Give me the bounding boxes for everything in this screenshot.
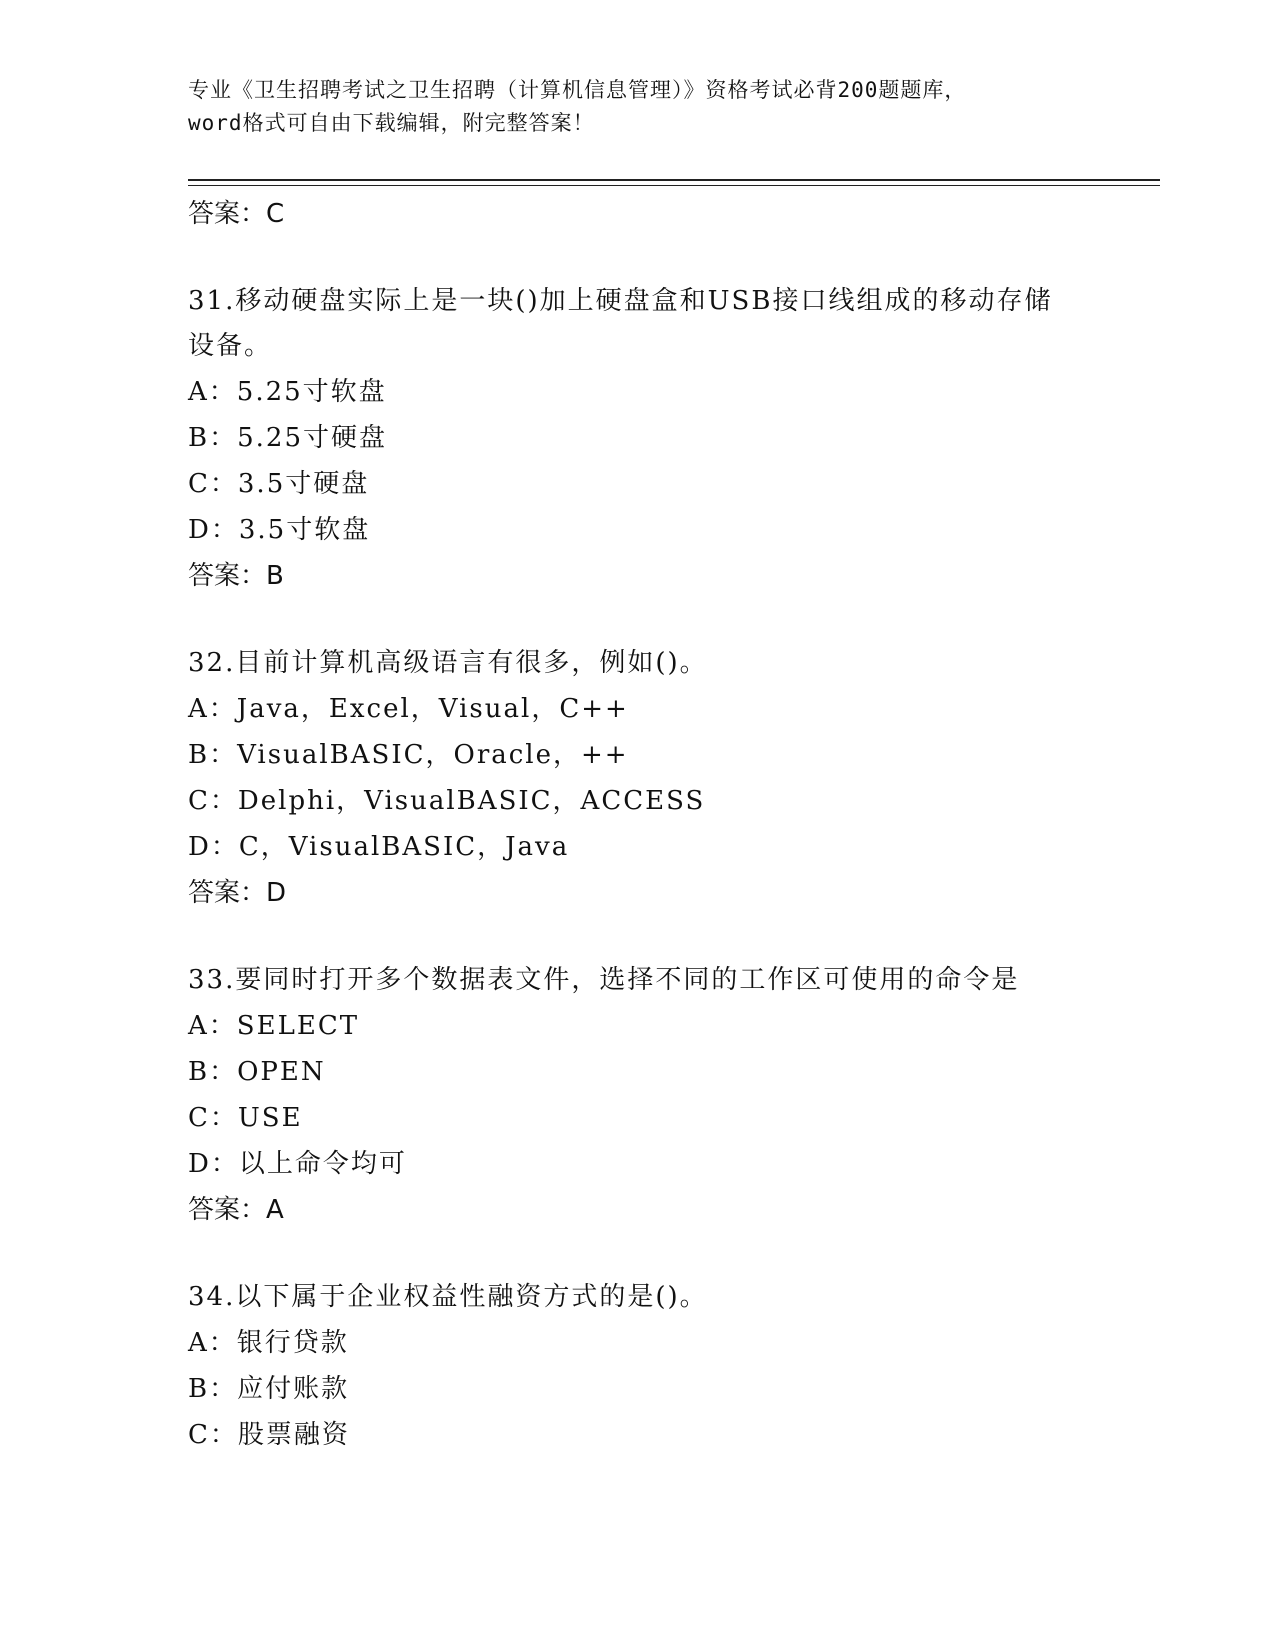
- option-b: B：应付账款: [188, 1374, 350, 1404]
- option-c: C：USE: [188, 1103, 303, 1133]
- question-stem-line-1: 33.要同时打开多个数据表文件，选择不同的工作区可使用的命令是: [188, 965, 1020, 995]
- question-32: [188, 641, 1088, 916]
- spacer: [188, 916, 1088, 958]
- option-b: B：OPEN: [188, 1057, 326, 1087]
- header-divider-thin: [188, 185, 1160, 186]
- header-divider-thick: [188, 179, 1160, 181]
- question-stem-line-1: 34.以下属于企业权益性融资方式的是()。: [188, 1282, 708, 1312]
- question-stem: [188, 279, 1088, 369]
- spacer: [188, 1233, 1088, 1275]
- answer-32: 答案：D: [188, 878, 287, 908]
- question-stem-line-1: 31.移动硬盘实际上是一块()加上硬盘盒和USB接口线组成的移动存储: [188, 286, 1053, 316]
- question-stem: [188, 1275, 1088, 1320]
- option-a: A：SELECT: [188, 1011, 360, 1041]
- spacer: [188, 237, 1088, 279]
- option-a: A：Java，Excel，Visual，C++: [188, 694, 629, 724]
- question-31: [188, 279, 1088, 599]
- option-c: C：股票融资: [188, 1420, 350, 1450]
- question-stem: [188, 641, 1088, 686]
- question-33: [188, 958, 1088, 1233]
- option-d: D：3.5寸软盘: [188, 515, 371, 545]
- header-title-line-1: 专业《卫生招聘考试之卫生招聘（计算机信息管理）》资格考试必背200题题库，: [188, 78, 967, 102]
- option-b: B：VisualBASIC，Oracle，++: [188, 740, 629, 770]
- question-stem-line-2: 设备。: [188, 331, 273, 361]
- question-34: [188, 1275, 1088, 1458]
- answer-previous: 答案：C: [188, 199, 285, 229]
- option-b: B：5.25寸硬盘: [188, 423, 387, 453]
- option-d: D：以上命令均可: [188, 1149, 407, 1179]
- option-a: A：5.25寸软盘: [188, 377, 387, 407]
- document-header: [188, 74, 1088, 140]
- question-stem-line-1: 32.目前计算机高级语言有很多，例如()。: [188, 648, 708, 678]
- option-d: D：C，VisualBASIC，Java: [188, 832, 570, 862]
- question-stem: [188, 958, 1088, 1003]
- question-list: [188, 191, 1088, 1458]
- spacer: [188, 599, 1088, 641]
- option-a: A：银行贷款: [188, 1328, 349, 1358]
- header-title-line-2: word格式可自由下载编辑，附完整答案！: [188, 111, 595, 135]
- option-c: C：Delphi，VisualBASIC，ACCESS: [188, 786, 706, 816]
- answer-33: 答案：A: [188, 1195, 284, 1225]
- option-c: C：3.5寸硬盘: [188, 469, 370, 499]
- answer-31: 答案：B: [188, 561, 284, 591]
